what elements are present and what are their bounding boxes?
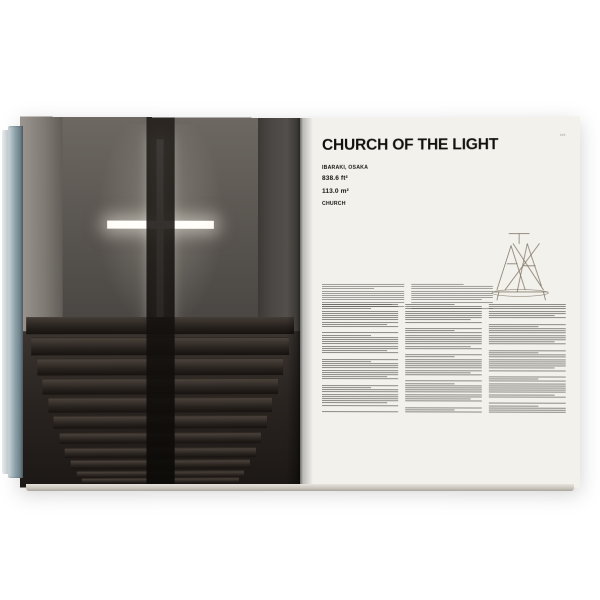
text-line bbox=[489, 350, 566, 351]
text-line bbox=[322, 324, 388, 325]
text-line bbox=[405, 339, 482, 340]
text-line bbox=[489, 403, 566, 404]
text-line bbox=[411, 286, 493, 287]
text-line bbox=[322, 322, 398, 323]
text-line bbox=[405, 389, 482, 390]
text-line bbox=[489, 390, 566, 391]
left-page-photograph bbox=[20, 117, 300, 488]
text-line bbox=[322, 339, 398, 340]
text-line bbox=[489, 346, 566, 349]
text-line bbox=[322, 389, 398, 390]
text-line bbox=[489, 398, 566, 401]
text-line bbox=[489, 306, 566, 307]
text-line bbox=[322, 319, 398, 320]
text-line bbox=[489, 337, 566, 338]
text-line bbox=[322, 411, 398, 412]
text-line bbox=[405, 330, 454, 331]
text-line bbox=[489, 372, 566, 375]
text-line bbox=[322, 306, 398, 307]
text-line bbox=[489, 324, 566, 325]
text-line bbox=[322, 378, 398, 379]
text-line bbox=[489, 344, 566, 345]
text-line bbox=[489, 335, 566, 336]
text-line bbox=[405, 376, 482, 379]
center-aisle bbox=[147, 117, 175, 487]
text-line bbox=[489, 394, 555, 395]
text-line bbox=[489, 379, 538, 380]
project-meta bbox=[322, 162, 566, 209]
text-line bbox=[489, 359, 566, 360]
text-line bbox=[405, 341, 482, 342]
text-line bbox=[405, 337, 482, 338]
text-line bbox=[322, 313, 398, 314]
text-line bbox=[405, 365, 482, 366]
text-line bbox=[411, 288, 493, 289]
text-line bbox=[411, 284, 464, 285]
text-line bbox=[489, 352, 538, 353]
text-line bbox=[322, 391, 398, 392]
text-line bbox=[489, 308, 566, 309]
text-line bbox=[489, 317, 566, 318]
text-line bbox=[489, 370, 566, 371]
text-line bbox=[405, 398, 471, 399]
text-line bbox=[405, 328, 482, 329]
text-line bbox=[489, 366, 566, 367]
text-line bbox=[489, 333, 566, 334]
text-line bbox=[322, 363, 398, 364]
text-line bbox=[405, 385, 482, 386]
folio-number: 165 bbox=[559, 132, 566, 137]
text-line bbox=[322, 370, 398, 371]
text-line bbox=[405, 400, 482, 401]
text-line bbox=[489, 376, 566, 377]
text-line bbox=[405, 381, 482, 382]
text-line bbox=[405, 409, 454, 410]
text-line bbox=[322, 315, 398, 316]
text-line bbox=[489, 368, 555, 369]
text-column bbox=[322, 304, 398, 474]
text-line bbox=[405, 396, 482, 397]
text-line bbox=[322, 398, 398, 399]
text-line bbox=[322, 293, 404, 294]
text-line bbox=[405, 359, 482, 360]
text-line bbox=[489, 409, 566, 410]
text-line bbox=[322, 311, 398, 312]
text-line bbox=[489, 339, 566, 340]
text-line bbox=[405, 311, 482, 312]
text-line bbox=[411, 293, 493, 294]
text-line bbox=[405, 392, 482, 393]
text-line bbox=[322, 407, 398, 410]
text-line bbox=[405, 319, 471, 320]
page-block-edge bbox=[26, 484, 574, 491]
text-line bbox=[405, 304, 454, 305]
text-line bbox=[322, 400, 398, 401]
text-line bbox=[405, 346, 471, 347]
text-line bbox=[405, 343, 482, 344]
text-line bbox=[489, 383, 566, 384]
text-line bbox=[489, 326, 538, 327]
meta-location: IBARAKI, OSAKA bbox=[321, 164, 369, 171]
text-line bbox=[405, 394, 482, 395]
text-column bbox=[489, 304, 566, 475]
meta-building-type: CHURCH bbox=[321, 200, 346, 207]
text-line bbox=[489, 341, 555, 342]
text-line bbox=[489, 361, 566, 362]
text-line bbox=[489, 385, 566, 386]
text-line bbox=[322, 291, 404, 292]
text-line bbox=[405, 324, 482, 327]
text-line bbox=[405, 387, 482, 388]
text-line bbox=[322, 301, 404, 302]
text-line bbox=[322, 304, 398, 305]
text-line bbox=[489, 328, 566, 329]
text-line bbox=[489, 311, 566, 312]
text-line bbox=[322, 332, 398, 333]
text-line bbox=[411, 295, 493, 296]
text-line bbox=[405, 407, 482, 408]
right-page-text bbox=[300, 117, 580, 488]
text-line bbox=[322, 387, 371, 388]
text-line bbox=[489, 381, 566, 382]
text-line bbox=[405, 357, 454, 358]
text-line bbox=[405, 403, 482, 406]
text-line bbox=[322, 288, 374, 289]
text-line bbox=[489, 392, 566, 393]
text-line bbox=[405, 370, 482, 371]
text-line bbox=[322, 361, 371, 362]
text-line bbox=[405, 313, 482, 314]
meta-area-imperial: 838.6 ft² bbox=[321, 174, 348, 182]
text-line bbox=[489, 357, 566, 358]
text-line bbox=[489, 315, 555, 316]
text-line bbox=[322, 354, 398, 357]
text-line bbox=[322, 367, 398, 368]
text-line bbox=[322, 326, 398, 327]
text-line bbox=[322, 337, 398, 338]
text-line bbox=[405, 322, 482, 323]
text-line bbox=[405, 308, 482, 309]
text-line bbox=[322, 402, 388, 403]
text-line bbox=[322, 350, 388, 351]
text-line bbox=[405, 363, 482, 364]
text-line bbox=[405, 383, 454, 384]
chapel-interior-photo bbox=[20, 117, 300, 488]
text-line bbox=[322, 374, 398, 375]
text-line bbox=[405, 306, 482, 307]
text-line bbox=[489, 355, 566, 356]
text-line bbox=[322, 394, 398, 395]
text-line bbox=[322, 341, 398, 342]
text-line bbox=[322, 308, 371, 309]
text-line bbox=[489, 405, 538, 406]
text-line bbox=[489, 363, 566, 364]
body-text-columns bbox=[322, 304, 566, 475]
text-line bbox=[489, 396, 566, 397]
text-line bbox=[322, 284, 404, 285]
text-line bbox=[405, 361, 482, 362]
text-line bbox=[489, 407, 566, 408]
text-line bbox=[405, 372, 471, 373]
text-line bbox=[322, 348, 398, 349]
text-line bbox=[322, 405, 398, 406]
meta-area-metric: 113.0 m² bbox=[321, 187, 349, 195]
book-spine bbox=[8, 126, 23, 478]
text-line bbox=[489, 313, 566, 314]
text-line bbox=[405, 332, 482, 333]
text-line bbox=[411, 299, 482, 300]
text-line bbox=[489, 387, 566, 388]
text-column bbox=[405, 304, 482, 475]
text-line bbox=[322, 299, 404, 300]
text-line bbox=[489, 304, 566, 305]
text-line bbox=[322, 297, 404, 298]
text-line bbox=[322, 328, 398, 331]
text-line bbox=[322, 376, 388, 377]
text-line bbox=[322, 359, 398, 360]
text-line bbox=[405, 350, 482, 353]
text-line bbox=[322, 385, 398, 386]
text-line bbox=[405, 368, 482, 369]
text-line bbox=[405, 335, 482, 336]
text-line bbox=[322, 396, 398, 397]
text-line bbox=[405, 354, 482, 355]
open-book bbox=[22, 118, 578, 486]
text-line bbox=[489, 330, 566, 331]
text-line bbox=[322, 372, 398, 373]
text-line bbox=[489, 412, 566, 413]
text-line bbox=[405, 317, 482, 318]
text-line bbox=[322, 365, 398, 366]
text-line bbox=[322, 343, 398, 344]
text-line bbox=[411, 301, 493, 302]
text-line bbox=[411, 291, 493, 292]
page-title: CHURCH OF THE LIGHT bbox=[321, 136, 499, 154]
text-line bbox=[405, 348, 482, 349]
text-line bbox=[322, 286, 404, 287]
text-line bbox=[322, 352, 398, 353]
text-line bbox=[322, 346, 398, 347]
text-line bbox=[322, 295, 404, 296]
text-line bbox=[405, 374, 482, 375]
text-line bbox=[322, 381, 398, 384]
text-line bbox=[405, 411, 482, 412]
text-line bbox=[322, 335, 371, 336]
text-line bbox=[489, 319, 566, 322]
text-line bbox=[322, 317, 398, 318]
text-line bbox=[405, 315, 482, 316]
text-line bbox=[411, 297, 493, 298]
